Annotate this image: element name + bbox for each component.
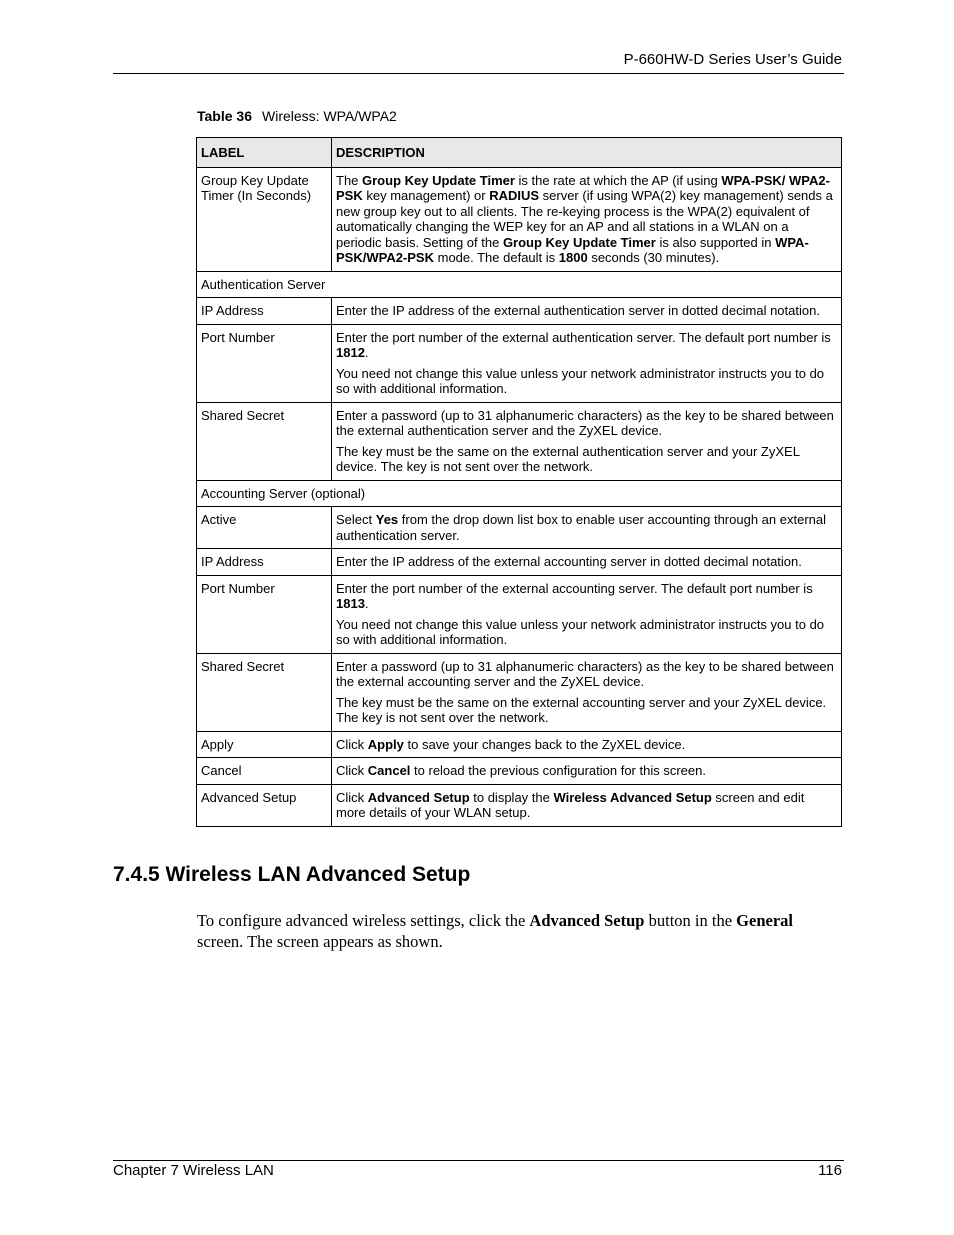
- label-cell: Port Number: [197, 575, 332, 653]
- table-row: [197, 575, 842, 653]
- table-row: [197, 653, 842, 731]
- label-cell: Active: [197, 507, 332, 549]
- table-caption: [197, 108, 397, 124]
- table-section-row: [197, 480, 842, 507]
- label-cell: IP Address: [197, 298, 332, 325]
- footer-page-number: 116: [818, 1162, 842, 1179]
- section-label-cell: Authentication Server: [197, 271, 842, 298]
- table-row: [197, 784, 842, 826]
- table-row: [197, 167, 842, 271]
- footer-chapter: Chapter 7 Wireless LAN: [113, 1162, 274, 1179]
- label-column-header: LABEL: [197, 138, 332, 168]
- label-cell: Port Number: [197, 324, 332, 402]
- section-label-cell: Accounting Server (optional): [197, 480, 842, 507]
- table-row: [197, 402, 842, 480]
- description-cell: Enter the port number of the external authentication server. The default port number is 1812. You need not change this value unless your network administrator instructs you to do so with additional information.: [332, 324, 842, 402]
- description-cell: Enter a password (up to 31 alphanumeric characters) as the key to be shared between the external authentication server and the ZyXEL device. The key must be the same on the external authentication server and your ZyXEL device. The key is not sent over the network.: [332, 402, 842, 480]
- description-cell: Click Apply to save your changes back to the ZyXEL device.: [332, 731, 842, 758]
- description-cell: Enter the port number of the external accounting server. The default port number is 1813. You need not change this value unless your network administrator instructs you to do so with additional information.: [332, 575, 842, 653]
- label-cell: IP Address: [197, 549, 332, 576]
- header-rule: [113, 73, 844, 74]
- description-cell: Enter the IP address of the external authentication server in dotted decimal notation.: [332, 298, 842, 325]
- table-header-row: [197, 138, 842, 168]
- description-cell: Click Cancel to reload the previous configuration for this screen.: [332, 758, 842, 785]
- description-cell: Enter the IP address of the external accounting server in dotted decimal notation.: [332, 549, 842, 576]
- label-cell: Advanced Setup: [197, 784, 332, 826]
- table-caption-text: Wireless: WPA/WPA2: [262, 108, 397, 124]
- running-header-title: P-660HW-D Series User’s Guide: [623, 51, 842, 68]
- table-row: [197, 758, 842, 785]
- table-row: [197, 549, 842, 576]
- table-caption-label: Table 36: [197, 108, 252, 124]
- description-cell: Select Yes from the drop down list box to enable user accounting through an external authentication server.: [332, 507, 842, 549]
- label-cell: Shared Secret: [197, 653, 332, 731]
- table-row: [197, 298, 842, 325]
- label-cell: Group Key Update Timer (In Seconds): [197, 167, 332, 271]
- table-section-row: [197, 271, 842, 298]
- wpa-settings-table: [196, 137, 842, 827]
- description-cell: The Group Key Update Timer is the rate at which the AP (if using WPA-PSK/ WPA2-PSK key management) or RADIUS server (if using WPA(2) key management) sends a new group key out to all clients. The re-keying process is the WPA(2) equivalent of automatically changing the WEP key for an AP and all stations in a WLAN on a periodic basis. Setting of the Group Key Update Timer is also supported in WPA-PSK/WPA2-PSK mode. The default is 1800 seconds (30 minutes).: [332, 167, 842, 271]
- label-cell: Apply: [197, 731, 332, 758]
- table-body: [197, 167, 842, 826]
- description-column-header: DESCRIPTION: [332, 138, 842, 168]
- label-cell: Shared Secret: [197, 402, 332, 480]
- section-heading: 7.4.5 Wireless LAN Advanced Setup: [113, 863, 471, 886]
- table-row: [197, 507, 842, 549]
- description-cell: Enter a password (up to 31 alphanumeric characters) as the key to be shared between the external accounting server and the ZyXEL device. The key must be the same on the external accounting server and your ZyXEL device. The key is not sent over the network.: [332, 653, 842, 731]
- table-row: [197, 324, 842, 402]
- description-cell: Click Advanced Setup to display the Wireless Advanced Setup screen and edit more details of your WLAN setup.: [332, 784, 842, 826]
- label-cell: Cancel: [197, 758, 332, 785]
- table-row: [197, 731, 842, 758]
- section-body-text: To configure advanced wireless settings, click the Advanced Setup button in the General screen. The screen appears as shown.: [197, 911, 793, 951]
- footer-rule: [113, 1160, 844, 1161]
